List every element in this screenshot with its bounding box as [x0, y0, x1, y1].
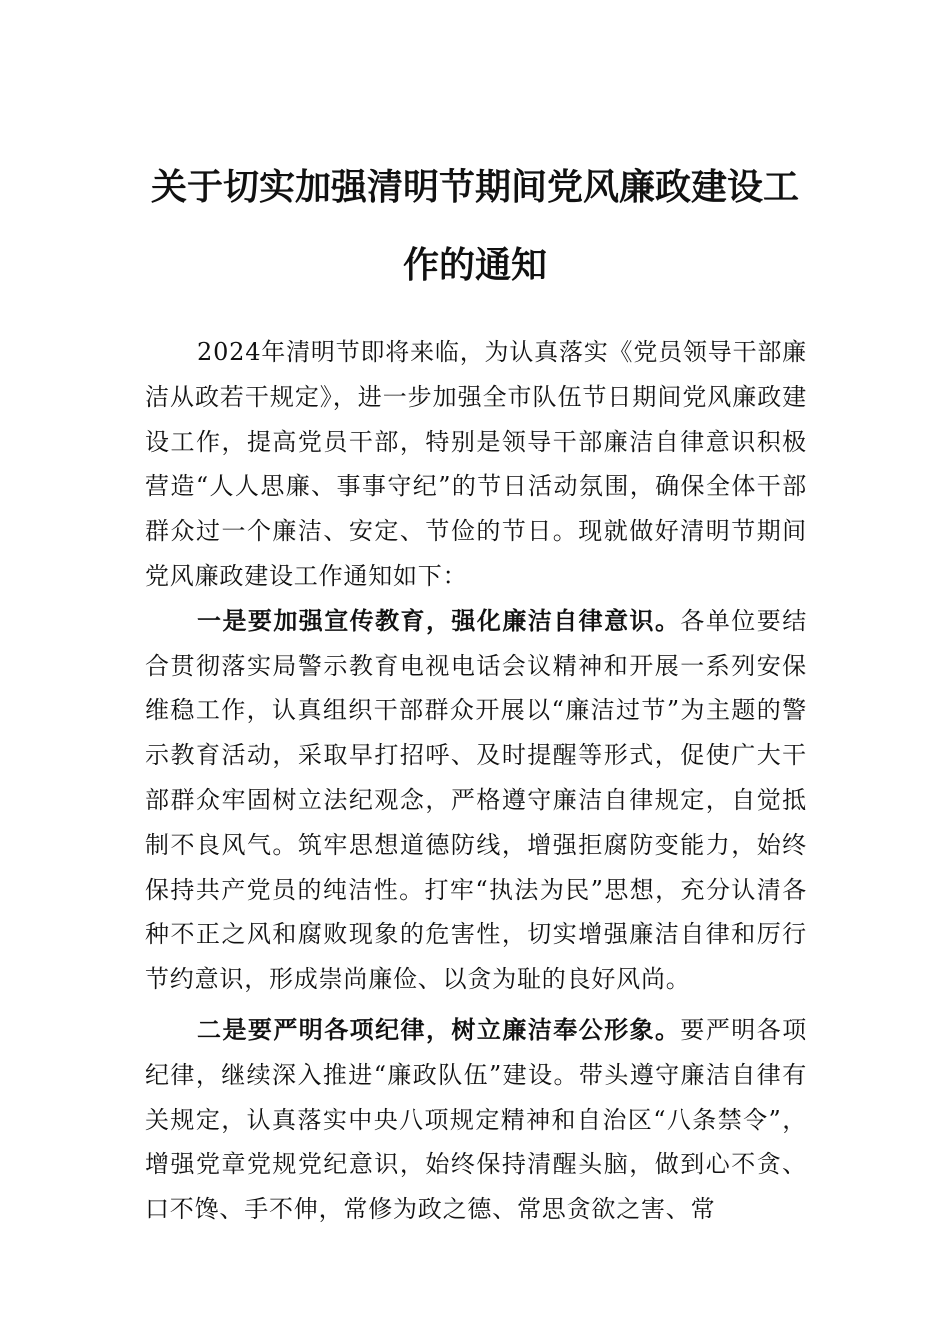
paragraph-text: 各单位要结合贯彻落实局警示教育电视电话会议精神和开展一系列安保维稳工作，认真组织干部群众开展以“廉洁过节”为主题的警示教育活动，采取早打招呼、及时提醒等形式，促使广大干部群众牢固树立法纪观念，严格遵守廉洁自律规定，自觉抵制不良风气。筑牢思想道德防线，增强拒腐防变能力，始终保持共产党员的纯洁性。打牢“执法为民”思想，充分认清各种不正之风和腐败现象的危害性，切实增强廉洁自律和厉行节约意识，形成崇尚廉俭、以贪为耻的良好风尚。: [145, 606, 807, 994]
document-body: [145, 330, 807, 1232]
paragraph-text: 2024年清明节即将来临，为认真落实《党员领导干部廉洁从政若干规定》，进一步加强全市队伍节日期间党风廉政建设工作，提高党员干部，特别是领导干部廉洁自律意识积极营造“人人思廉、事事守纪”的节日活动氛围，确保全体干部群众过一个廉洁、安定、节俭的节日。现就做好清明节期间党风廉政建设工作通知如下：: [145, 338, 807, 590]
paragraph-point-one: [145, 599, 807, 1002]
paragraph-lead: 二是要严明各项纪律，树立廉洁奉公形象。: [197, 1014, 681, 1044]
paragraph-text: 要严明各项纪律，继续深入推进“廉政队伍”建设。带头遵守廉洁自律有关规定，认真落实中央八项规定精神和自治区“八条禁令”，增强党章党规党纪意识，始终保持清醒头脑，做到心不贪、口不馋、手不伸，常修为政之德、常思贪欲之害、常: [145, 1015, 807, 1224]
document-title: 关于切实加强清明节期间党风廉政建设工作的通知: [150, 166, 799, 286]
paragraph-point-two: [145, 1008, 807, 1232]
paragraph-intro: [145, 330, 807, 599]
paragraph-lead: 一是要加强宣传教育，强化廉洁自律意识。: [197, 605, 681, 635]
